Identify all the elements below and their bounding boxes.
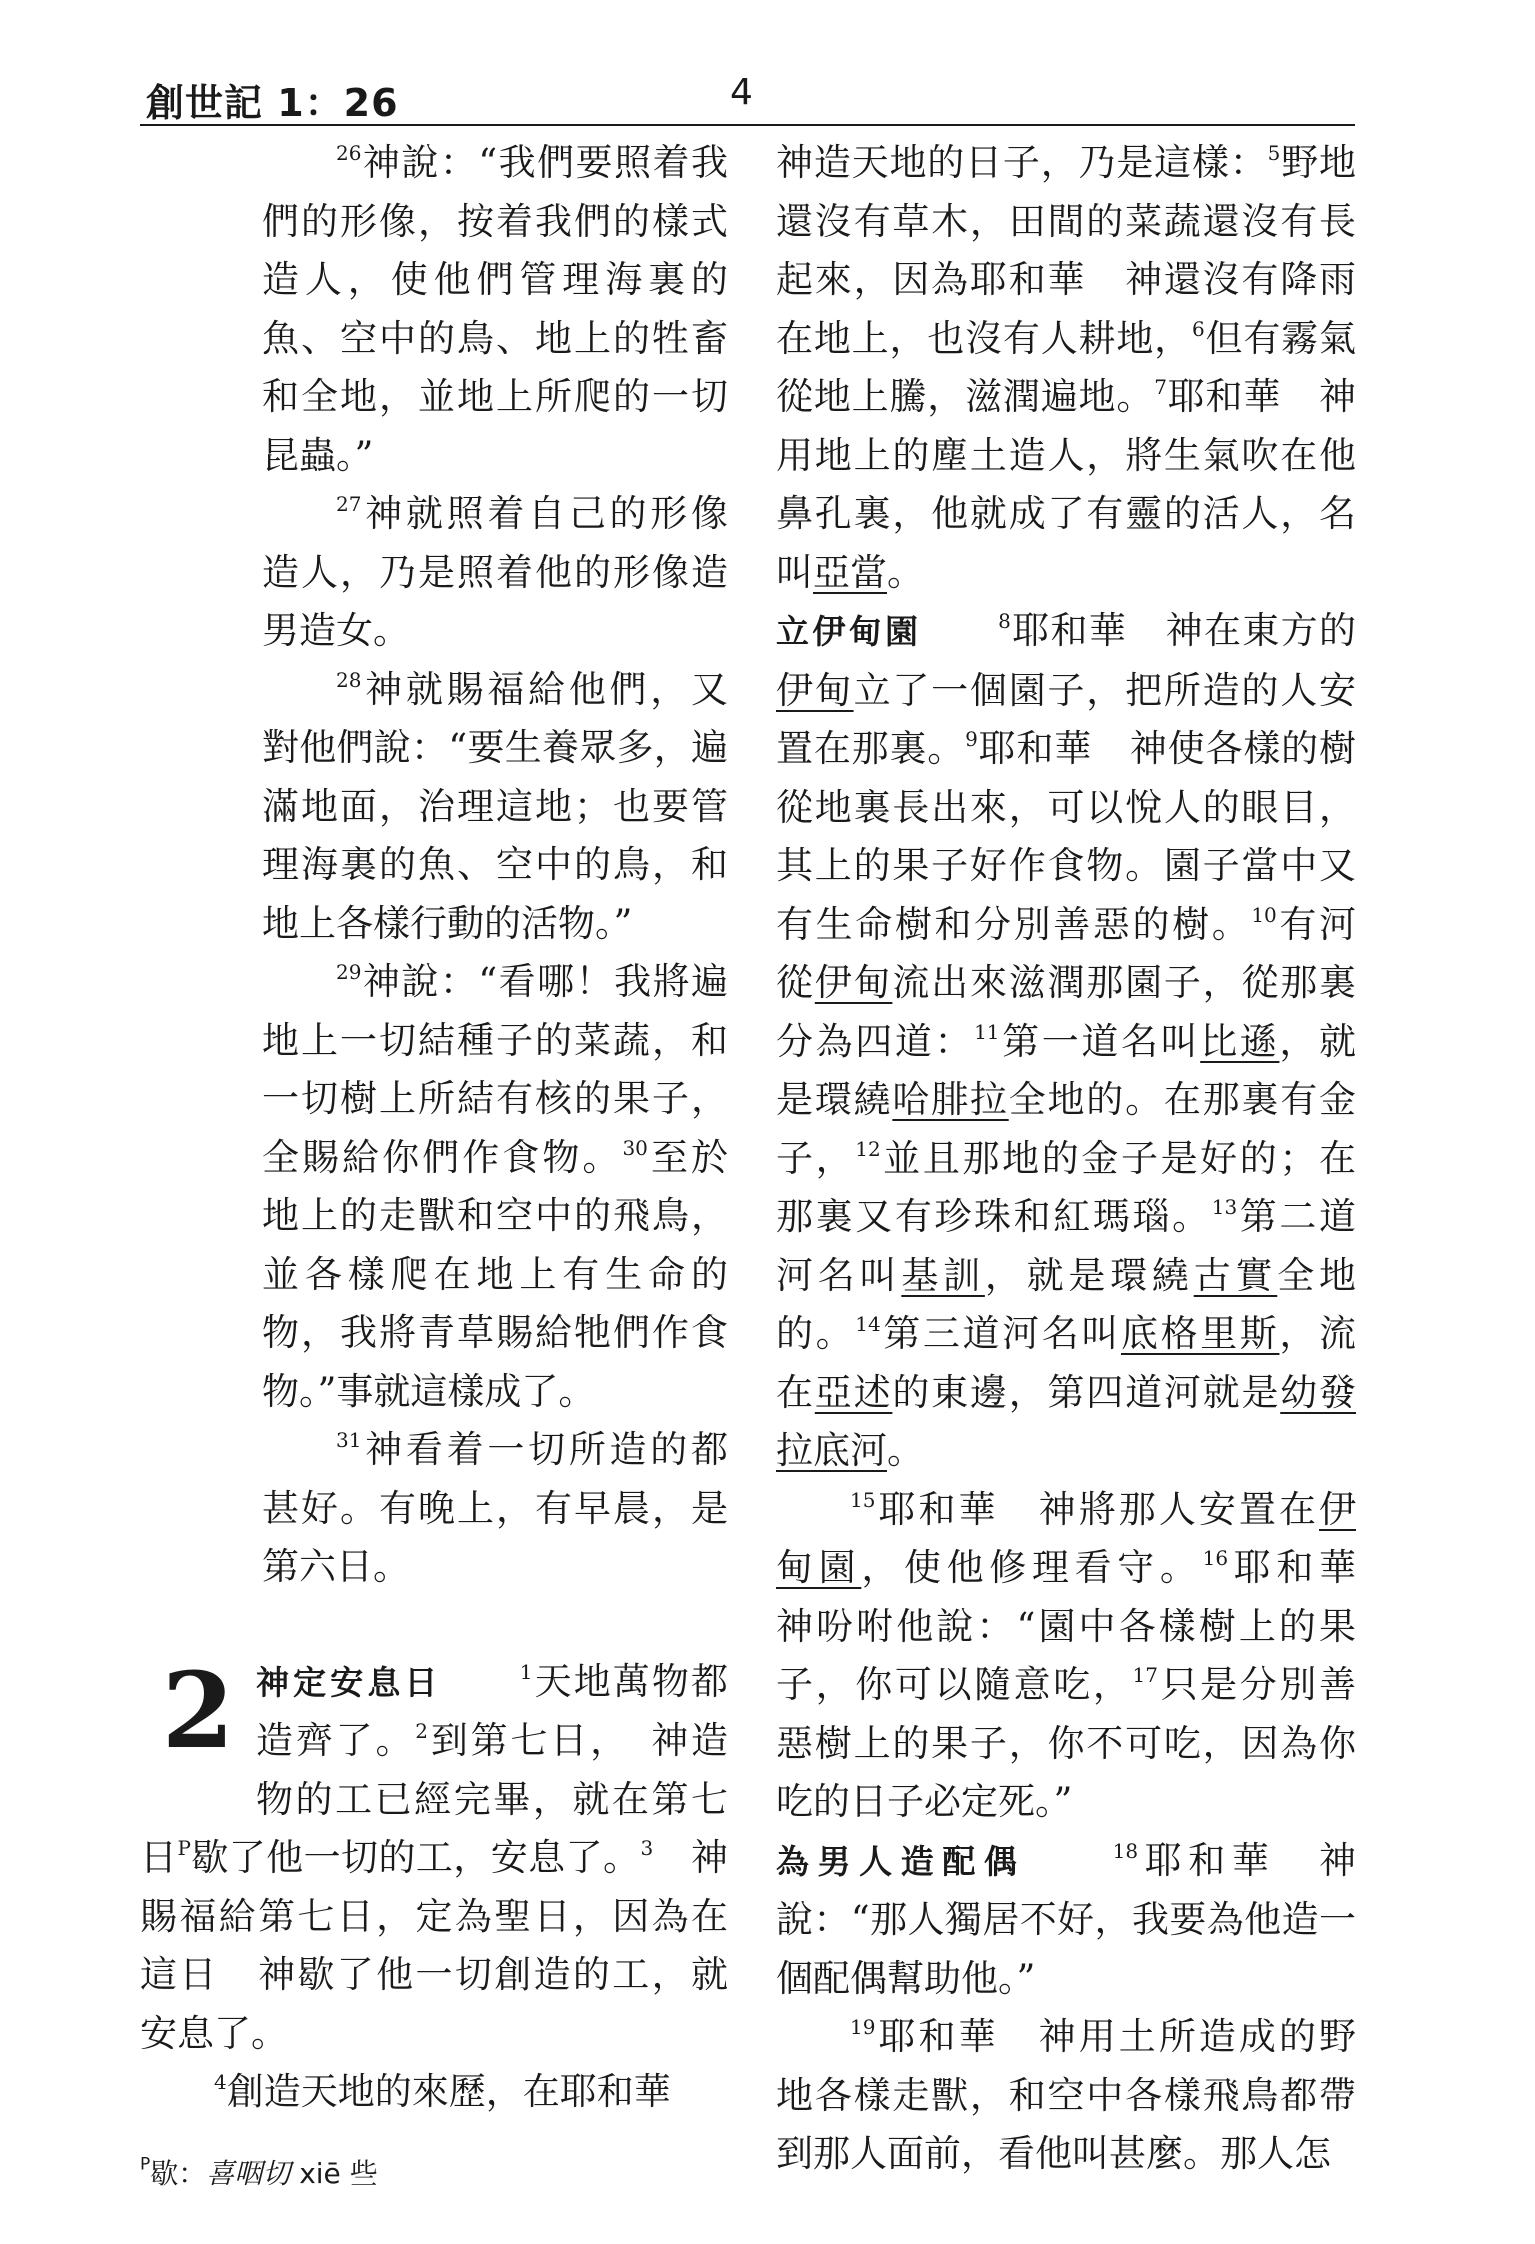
verse-number: 29 [336,960,362,984]
proper-name: 伊甸 [776,668,854,712]
verses-15-17: $^{15}$耶和華 神將那人安置在伊甸園，使他修理看守。$^{16}$耶和華 神吩咐他說：“園中各樣樹上的果子，你可以隨意吃，$^{17}$只是分別善惡樹上的果子，你不可吃，因為你吃的日子必定死。” [776,1487,1394,1823]
verses-4-7: 神造天地的日子，乃是這樣：$^5$野地還沒有草木，田間的菜蔬還沒有長起來，因為耶和華 神還沒有降雨在地上，也沒有人耕地，$^6$但有霧氣從地上騰，滋潤遍地。$^7$耶和華 神用地上的塵土造人，將生氣吹在他鼻孔裏，他就成了有靈的活人，名叫亞當。 [776,141,1357,594]
page-header [140,62,1355,126]
verse-number: 9 [965,727,978,751]
verses-26-31 [140,134,728,1597]
footnote-mark: P [140,2154,151,2175]
verse-number: 30 [622,1135,648,1160]
verse-4-start: $^4$創造天地的來歷，在耶和華 [214,2070,671,2113]
verse-number: 4 [214,2070,227,2094]
verse-number: 13 [1211,1195,1238,1219]
proper-name: 伊甸園 [776,1487,1356,1589]
verse-number: 6 [1192,316,1205,341]
section-heading: 立伊甸園 [776,612,922,651]
proper-name: 古實 [1193,1253,1278,1297]
running-head: 創世記 1：26 [146,81,399,125]
verse-number: 15 [850,1487,876,1512]
chapter-number: 2 [161,1648,235,1772]
verse-29-30: $^{29}$神說：“看哪！我將遍地上一切結種子的菜蔬，和一切樹上所結有核的果子，全賜給你們作食物。$^{30}$至於地上的走獸和空中的飛鳥，並各樣爬在地上有生命的物，我將青草賜給牠們作食物。”事就這樣成了。 [262,960,729,1413]
verse-31: $^{31}$神看着一切所造的都甚好。有晚上，有早晨，是第六日。 [262,1428,728,1588]
proper-name: 底格里斯 [1120,1312,1280,1355]
page-number: 4 [730,72,753,113]
right-column [776,134,1394,2184]
footnote-reading: 喜咽切 [206,2157,291,2190]
verse-number: 31 [336,1428,362,1452]
proper-name: 亞當 [813,550,887,594]
verse-number: 17 [1132,1663,1158,1687]
verse-28: $^{28}$神就賜福給他們，又對他們說：“要生養眾多，遍滿地面，治理這地；也要管理海裏的魚、空中的鳥，和地上各樣行動的活物。” [262,667,728,945]
eden-section: 立伊甸園 $^8$耶和華 神在東方的伊甸立了一個園子，把所造的人安置在那裏。$^9$耶和華 神使各樣的樹從地裏長出來，可以悅人的眼目，其上的果子好作食物。園子當中又有生命樹和分別善惡的樹。$^{10}$有河從伊甸流出來滋潤那園子，從那裏分為四道：$^{11}$第一道名叫比遜，就是環繞哈腓拉全地的。在那裏有金子，$^{12}$並且那地的金子是好的；在那裏又有珍珠和紅瑪瑙。$^{13}$第二道河名叫基訓，就是環繞古實全地的。$^{14}$第三道河名叫底格里斯，流在亞述的東邊，第四道河就是幼發拉底河。 [776,609,1357,1472]
footnote-word: 歇： [150,2157,207,2190]
verse-number: 18 [1112,1838,1139,1863]
footnote-char: 些 [349,2157,378,2190]
verse-number: 28 [336,667,362,692]
verse-number: 1 [519,1659,533,1684]
verse-number: 7 [1154,375,1167,399]
footnote [140,2152,378,2192]
section-heading: 神定安息日 [256,1662,442,1702]
verse-19: $^{19}$耶和華 神用土所造成的野地各樣走獸，和空中各樣飛鳥都帶到那人面前，看他叫甚麼。那人怎 [776,2015,1356,2175]
verse-27: $^{27}$神就照着自己的形像造人，乃是照着他的形像造男造女。 [262,492,728,652]
left-column [140,134,728,2122]
verse-number: 16 [1202,1546,1229,1570]
mate-section: 為男人造配偶 $^{18}$耶和華 神說：“那人獨居不好，我要為他造一個配偶幫助他。” [776,1838,1357,2000]
proper-name: 伊甸 [814,961,893,1004]
verse-number: 2 [415,1719,428,1743]
verse-number: 12 [855,1136,881,1161]
verse-number: 19 [850,2015,876,2039]
verse-number: 10 [1251,902,1277,927]
verse-number: 3 [640,1836,654,1860]
section-heading: 為男人造配偶 [776,1841,1026,1881]
proper-name: 基訓 [901,1253,985,1297]
verse-number: 14 [855,1312,881,1336]
proper-name: 亞述 [814,1370,893,1414]
verse-number: 26 [336,141,362,165]
verse-number: 8 [998,609,1011,633]
verse-number: 27 [336,492,362,516]
verse-number: 5 [1267,141,1281,165]
chapter-2-opening: 2 神定安息日 $^1$天地萬物都造齊了。$^2$到第七日， 神造物的工已經完畢，就在第七日$^P$歇了他一切的工，安息了。$^3$ 神賜福給第七日，定為聖日，因為在這日 神歇了他一切創造的工，就安息了。 [140,1648,729,2055]
footnote-pinyin: xiē [299,2157,341,2190]
proper-name: 比遜 [1200,1019,1280,1063]
proper-name: 哈腓拉 [892,1078,1009,1121]
verse-number: 11 [974,1019,1000,1044]
verse-26: $^{26}$神說：“我們要照着我們的形像，按着我們的樣式造人，使他們管理海裏的魚、空中的鳥、地上的牲畜和全地，並地上所爬的一切昆蟲。” [262,141,728,477]
chapter-gap [140,1597,728,1653]
footnote-marker[interactable]: P [177,1836,191,1860]
proper-name: 幼發拉底河 [776,1370,1357,1472]
